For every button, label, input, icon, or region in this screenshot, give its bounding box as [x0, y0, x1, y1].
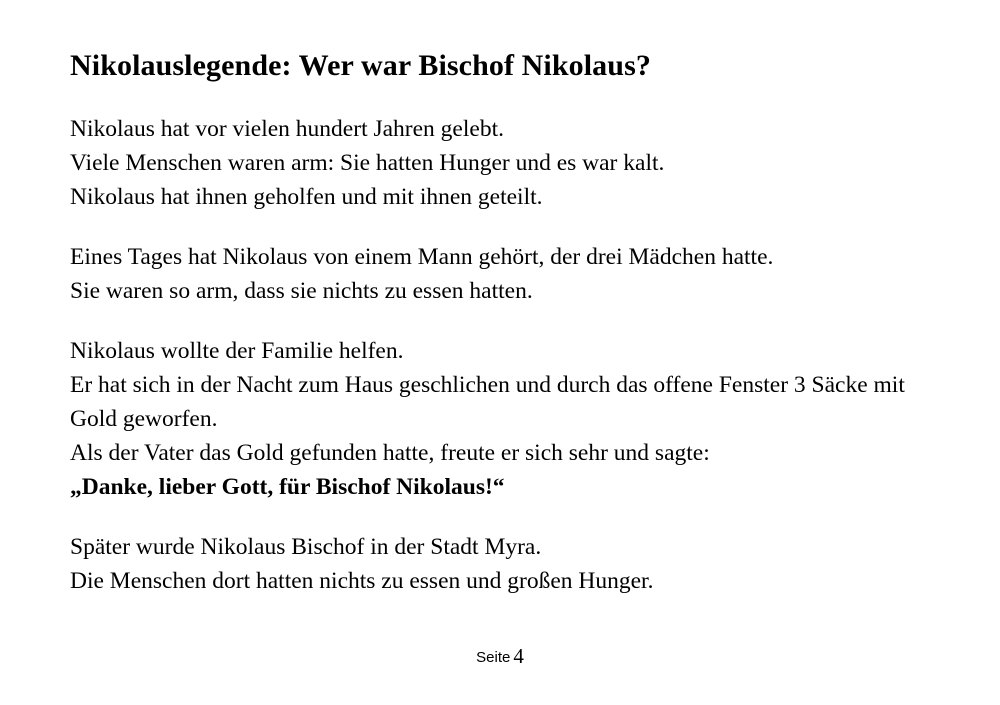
page-number-value: 4 — [513, 644, 524, 668]
text-line-emphasis: „Danke, lieber Gott, für Bischof Nikolaus!“ — [70, 474, 505, 500]
page-footer — [0, 644, 1000, 669]
page-label: Seite — [476, 649, 511, 666]
text-line: Nikolaus wollte der Familie helfen. — [70, 338, 404, 364]
text-line: Er hat sich in der Nacht zum Haus geschlichen und durch das offene Fenster 3 Säcke mit Gold geworfen. — [70, 372, 911, 432]
paragraph-3 — [70, 334, 930, 504]
text-line: Eines Tages hat Nikolaus von einem Mann gehört, der drei Mädchen hatte. — [70, 244, 774, 270]
document-body — [70, 112, 930, 598]
paragraph-1 — [70, 112, 930, 214]
text-line: Sie waren so arm, dass sie nichts zu essen hatten. — [70, 278, 533, 304]
page-title: Nikolauslegende: Wer war Bischof Nikolaus? — [70, 49, 651, 82]
text-line: Die Menschen dort hatten nichts zu essen und großen Hunger. — [70, 568, 654, 594]
text-line: Später wurde Nikolaus Bischof in der Stadt Myra. — [70, 534, 542, 560]
text-line: Nikolaus hat vor vielen hundert Jahren gelebt. — [70, 116, 504, 142]
text-line: Viele Menschen waren arm: Sie hatten Hunger und es war kalt. — [70, 150, 665, 176]
paragraph-2 — [70, 240, 930, 308]
paragraph-4 — [70, 530, 930, 598]
text-line: Als der Vater das Gold gefunden hatte, freute er sich sehr und sagte: — [70, 440, 710, 466]
text-line: Nikolaus hat ihnen geholfen und mit ihnen geteilt. — [70, 184, 543, 210]
